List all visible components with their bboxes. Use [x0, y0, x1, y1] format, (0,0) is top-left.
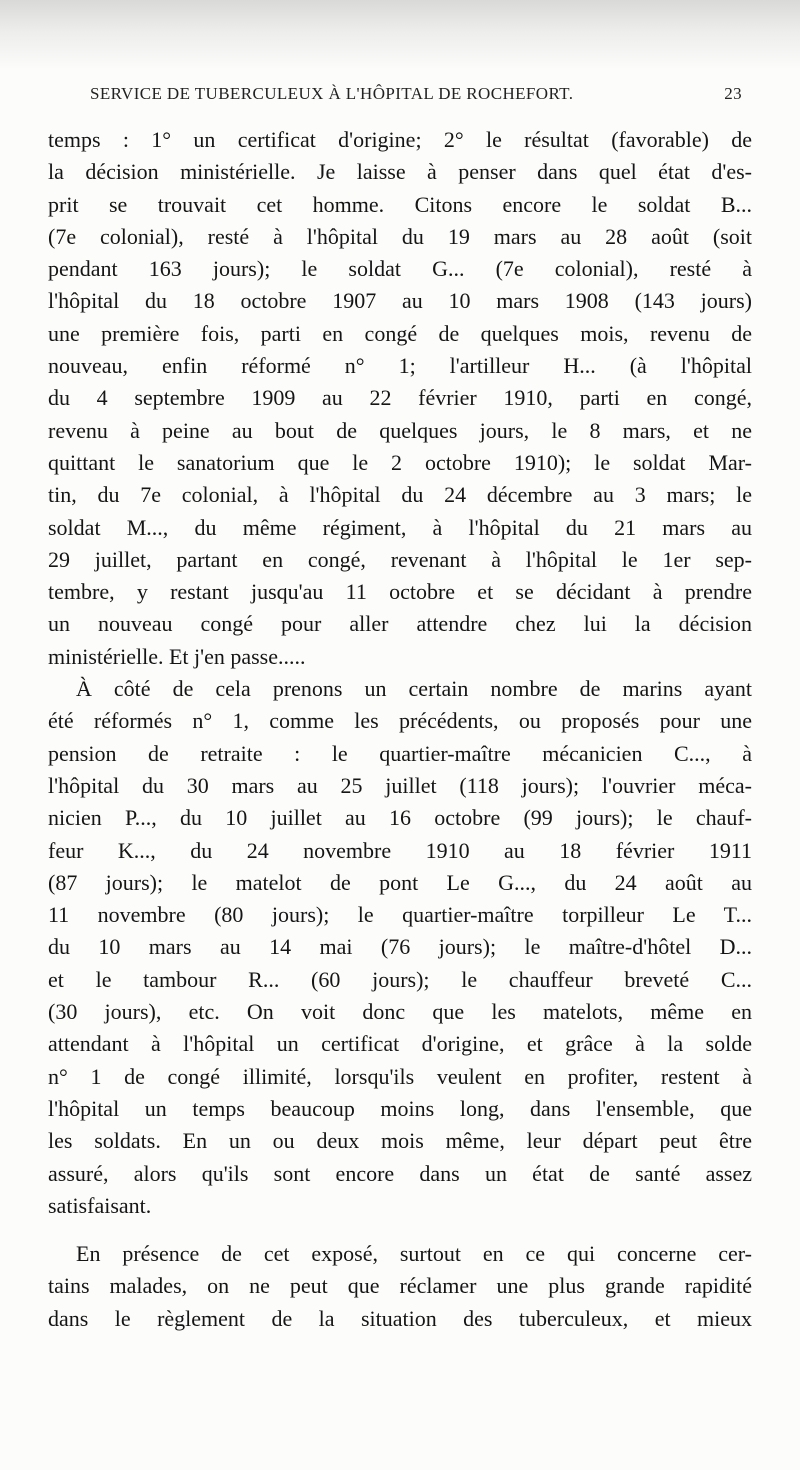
text-line: l'hôpital un temps beaucoup moins long, dans l'ensemble, que	[48, 1095, 752, 1121]
text-line: attendant à l'hôpital un certificat d'origine, et grâce à la solde	[48, 1031, 752, 1057]
text-line: 29 juillet, partant en congé, revenant à l'hôpital le 1er sep-	[48, 546, 752, 572]
paragraph-1	[48, 124, 752, 673]
text-line: la décision ministérielle. Je laisse à penser dans quel état d'es-	[48, 159, 752, 185]
text-line: soldat M..., du même régiment, à l'hôpital du 21 mars au	[48, 514, 752, 540]
paragraph-gap	[48, 1222, 752, 1238]
text-line: À côté de cela prenons un certain nombre de marins ayant	[76, 676, 752, 702]
body-text	[48, 124, 752, 1335]
text-line: l'hôpital du 30 mars au 25 juillet (118 jours); l'ouvrier méca-	[48, 772, 752, 798]
text-line: tembre, y restant jusqu'au 11 octobre et se décidant à prendre	[48, 579, 752, 605]
text-line: une première fois, parti en congé de quelques mois, revenu de	[48, 320, 752, 346]
text-line: quittant le sanatorium que le 2 octobre 1910); le soldat Mar-	[48, 449, 752, 475]
text-line: feur K..., du 24 novembre 1910 au 18 février 1911	[48, 837, 752, 863]
text-line: En présence de cet exposé, surtout en ce qui concerne cer-	[76, 1241, 752, 1267]
text-line: nouveau, enfin réformé n° 1; l'artilleur H... (à l'hôpital	[48, 353, 752, 379]
text-line: satisfaisant.	[48, 1192, 152, 1218]
text-line: pendant 163 jours); le soldat G... (7e colonial), resté à	[48, 256, 752, 282]
running-title: SERVICE DE TUBERCULEUX À L'HÔPITAL DE ROCHEFORT.	[90, 84, 574, 103]
text-line: du 10 mars au 14 mai (76 jours); le maître-d'hôtel D...	[48, 934, 752, 960]
text-line: ministérielle. Et j'en passe.....	[48, 643, 306, 669]
paragraph-2	[48, 673, 752, 1222]
text-line: l'hôpital du 18 octobre 1907 au 10 mars 1908 (143 jours)	[48, 288, 752, 314]
text-line: les soldats. En un ou deux mois même, leur départ peut être	[48, 1128, 752, 1154]
text-line: tin, du 7e colonial, à l'hôpital du 24 décembre au 3 mars; le	[48, 482, 752, 508]
text-line: (7e colonial), resté à l'hôpital du 19 mars au 28 août (soit	[48, 223, 752, 249]
text-line: revenu à peine au bout de quelques jours, le 8 mars, et ne	[48, 417, 752, 443]
text-line: assuré, alors qu'ils sont encore dans un état de santé assez	[48, 1160, 752, 1186]
page-number: 23	[724, 84, 742, 103]
text-line: 11 novembre (80 jours); le quartier-maître torpilleur Le T...	[48, 902, 752, 928]
text-line: été réformés n° 1, comme les précédents, ou proposés pour une	[48, 708, 752, 734]
text-line: et le tambour R... (60 jours); le chauffeur breveté C...	[48, 966, 752, 992]
paragraph-3	[48, 1238, 752, 1335]
text-line: dans le règlement de la situation des tuberculeux, et mieux	[48, 1305, 752, 1331]
text-line: pension de retraite : le quartier-maître mécanicien C..., à	[48, 740, 752, 766]
text-line: (30 jours), etc. On voit donc que les matelots, même en	[48, 999, 752, 1025]
page-header	[90, 84, 742, 112]
text-line: du 4 septembre 1909 au 22 février 1910, parti en congé,	[48, 385, 752, 411]
text-line: prit se trouvait cet homme. Citons encore le soldat B...	[48, 191, 752, 217]
text-line: (87 jours); le matelot de pont Le G..., du 24 août au	[48, 869, 752, 895]
page-top-shadow	[0, 0, 800, 70]
text-line: un nouveau congé pour aller attendre chez lui la décision	[48, 611, 752, 637]
text-line: nicien P..., du 10 juillet au 16 octobre (99 jours); le chauf-	[48, 805, 752, 831]
text-line: n° 1 de congé illimité, lorsqu'ils veulent en profiter, restent à	[48, 1063, 752, 1089]
text-line: tains malades, on ne peut que réclamer une plus grande rapidité	[48, 1273, 752, 1299]
text-line: temps : 1° un certificat d'origine; 2° le résultat (favorable) de	[48, 127, 752, 152]
